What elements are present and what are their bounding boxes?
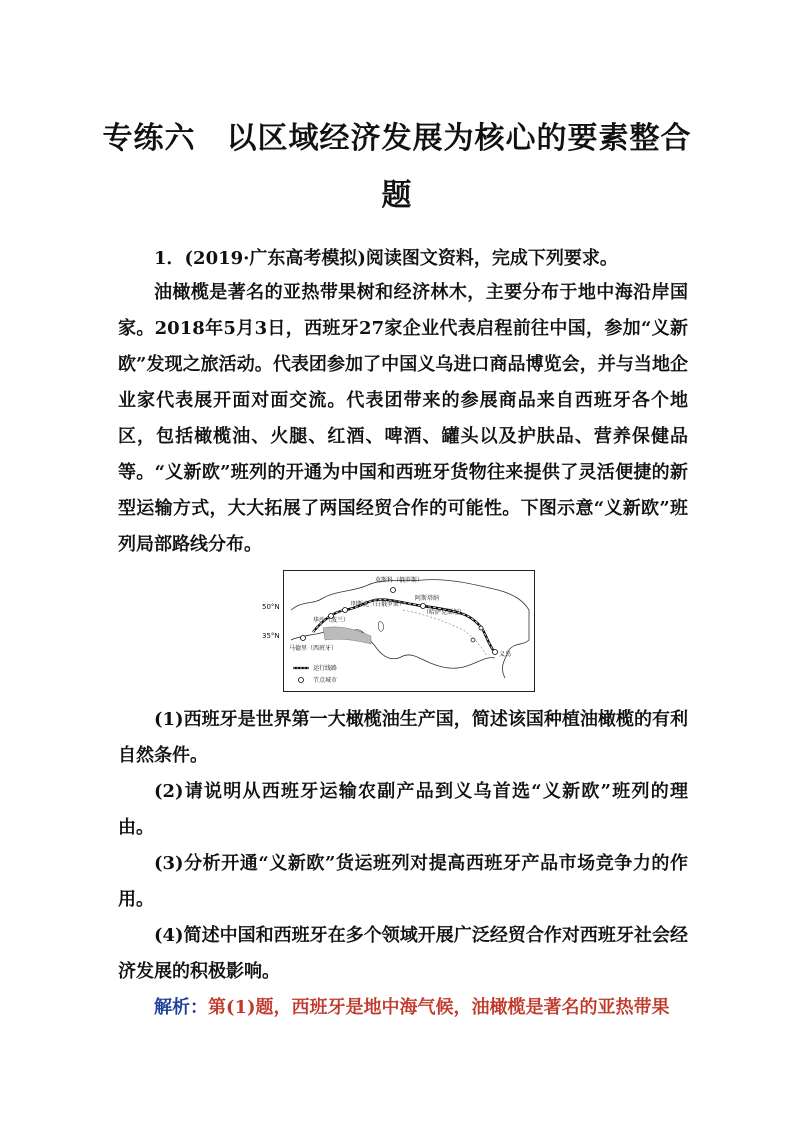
label-warsaw: 华沙（波兰） bbox=[313, 617, 350, 624]
node-minsk bbox=[343, 608, 348, 613]
node-moscow bbox=[391, 588, 396, 593]
passage-text: 油橄榄是著名的亚热带果树和经济林木，主要分布于地中海沿岸国家。2018年5月3日，西班牙27家企业代表启程前往中国，参加“义新欧”发现之旅活动。代表团参加了中国义乌进口商品博览会，并与当地企业家代表展开面对面交流。代表团带来的参展商品来自西班牙各个地区，包括橄榄油、火腿、红酒、啤酒、罐头以及护肤品、营养保健品等。“义新欧”班列的开通为中国和西班牙货物往来提供了灵活便捷的新型运输方式，大大拓展了两国经贸合作的可能性。下图示意“义新欧”班列局部路线分布。 bbox=[118, 282, 688, 555]
node-astana bbox=[421, 604, 426, 609]
latitude-label-35n: 35°N bbox=[262, 632, 280, 640]
analysis-label: 解析： bbox=[154, 997, 208, 1018]
latitude-label-50n: 50°N bbox=[262, 603, 280, 611]
subquestion-1: (1)西班牙是世界第一大橄榄油生产国，简述该国种植油橄榄的有利自然条件。 bbox=[118, 709, 688, 766]
node-yiwu bbox=[493, 650, 498, 655]
label-moscow: 莫斯科（俄罗斯） bbox=[375, 577, 424, 584]
label-minsk: 明斯克（白俄罗斯） bbox=[351, 601, 406, 608]
subquestion-3: (3)分析开通“义新欧”货运班列对提高西班牙产品市场竞争力的作用。 bbox=[118, 853, 688, 910]
subquestion-4: (4)简述中国和西班牙在多个领域开展广泛经贸合作对西班牙社会经济发展的积极影响。 bbox=[118, 925, 688, 982]
node-madrid bbox=[301, 636, 306, 641]
legend-node-label: 节点城市 bbox=[313, 677, 338, 684]
analysis-body: 第(1)题，西班牙是地中海气候，油橄榄是著名的亚热带果 bbox=[208, 997, 670, 1018]
page-title: 专练六 以区域经济发展为核心的要素整合 bbox=[102, 121, 692, 156]
label-astana: 阿斯塔纳 bbox=[415, 595, 440, 602]
route-map bbox=[283, 570, 535, 692]
subquestion-2: (2)请说明从西班牙运输农副产品到义乌首选“义新欧”班列的理由。 bbox=[118, 781, 688, 838]
legend-node-icon bbox=[299, 678, 304, 683]
label-madrid: 马德里（西班牙） bbox=[289, 645, 338, 652]
analysis-text bbox=[118, 990, 688, 1026]
question-1-header: 1．(2019·广东高考模拟)阅读图文资料，完成下列要求。 bbox=[154, 248, 618, 269]
legend-route-label: 运行线路 bbox=[313, 665, 338, 672]
label-kazakhstan: （哈萨克斯坦） bbox=[423, 609, 466, 616]
label-yiwu: 义乌 bbox=[499, 651, 512, 658]
page-title-continued: 题 bbox=[381, 178, 413, 213]
